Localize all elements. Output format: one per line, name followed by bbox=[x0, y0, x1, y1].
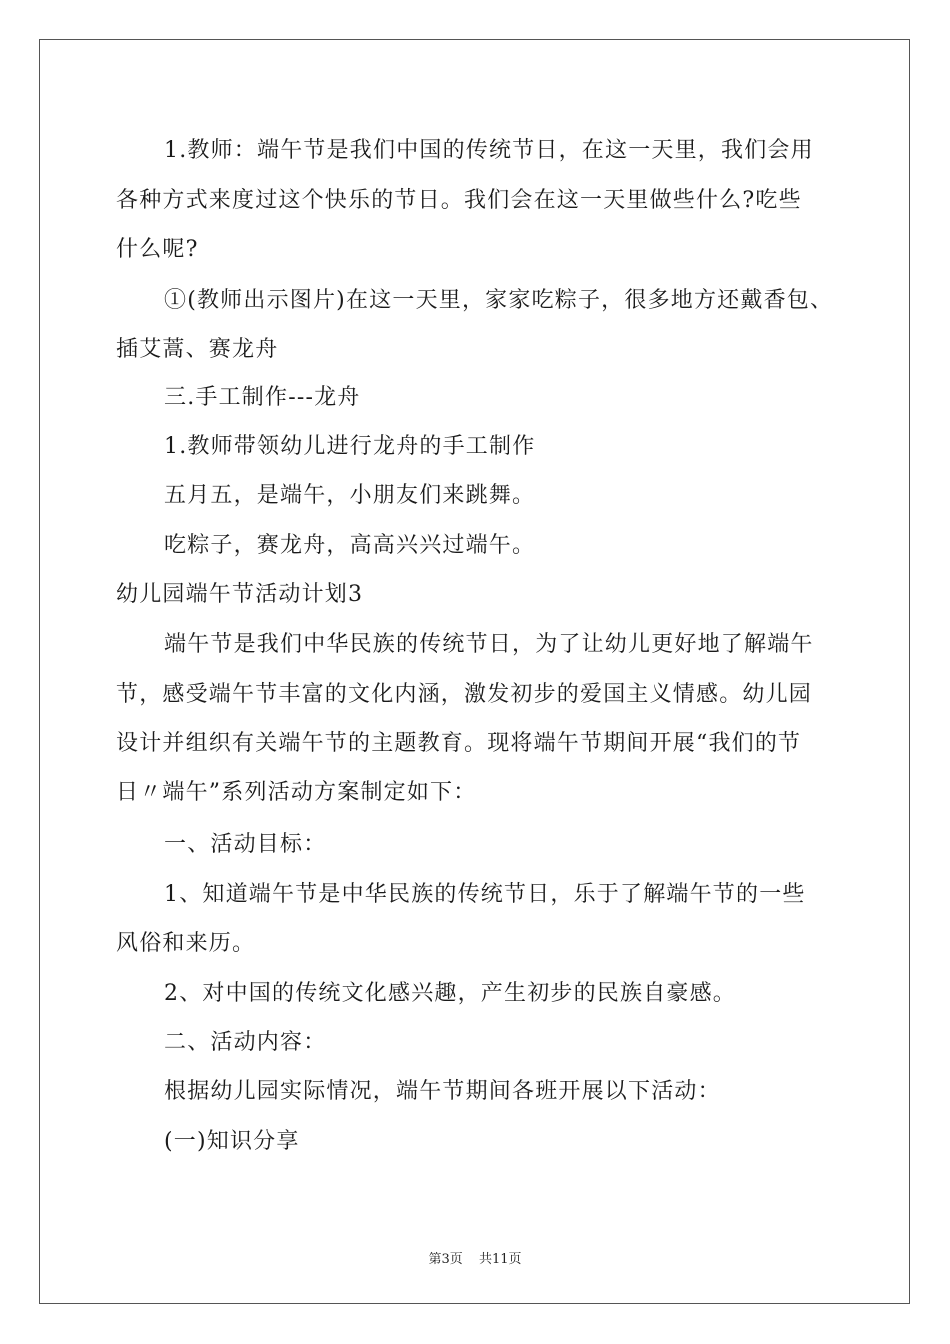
paragraph-line: 风俗和来历。 bbox=[116, 931, 256, 956]
paragraph-line: 插艾蒿、赛龙舟 bbox=[116, 337, 279, 362]
paragraph-line: 吃粽子，赛龙舟，高高兴兴过端午。 bbox=[164, 533, 536, 558]
paragraph-line: (一)知识分享 bbox=[164, 1129, 300, 1154]
paragraph-line: 日〃端午”系列活动方案制定如下： bbox=[116, 780, 477, 805]
section-heading: 二、活动内容： bbox=[164, 1030, 327, 1055]
page-border bbox=[39, 39, 910, 1304]
paragraph-line: ①(教师出示图片)在这一天里，家家吃粽子，很多地方还戴香包、 bbox=[164, 288, 834, 313]
page-number: 第3页 bbox=[428, 1252, 463, 1267]
paragraph-line: 根据幼儿园实际情况，端午节期间各班开展以下活动： bbox=[164, 1079, 721, 1104]
section-heading: 一、活动目标： bbox=[164, 832, 327, 857]
paragraph-line: 1、知道端午节是中华民族的传统节日，乐于了解端午节的一些 bbox=[164, 882, 806, 907]
paragraph-line: 1.教师带领幼儿进行龙舟的手工制作 bbox=[164, 434, 536, 459]
paragraph-line: 各种方式来度过这个快乐的节日。我们会在这一天里做些什么?吃些 bbox=[116, 188, 802, 213]
document-title: 幼儿园端午节活动计划3 bbox=[116, 582, 364, 607]
paragraph-line: 节，感受端午节丰富的文化内涵，激发初步的爱国主义情感。幼儿园 bbox=[116, 682, 813, 707]
paragraph-line: 五月五，是端午，小朋友们来跳舞。 bbox=[164, 483, 536, 508]
paragraph-line: 端午节是我们中华民族的传统节日，为了让幼儿更好地了解端午 bbox=[164, 632, 814, 657]
page-total: 共11页 bbox=[478, 1252, 522, 1267]
paragraph-line: 什么呢? bbox=[116, 237, 199, 262]
page-footer bbox=[0, 1248, 950, 1267]
paragraph-line: 1.教师：端午节是我们中国的传统节日，在这一天里，我们会用 bbox=[164, 138, 814, 163]
paragraph-line: 设计并组织有关端午节的主题教育。现将端午节期间开展“我们的节 bbox=[116, 731, 802, 756]
paragraph-line: 2、对中国的传统文化感兴趣，产生初步的民族自豪感。 bbox=[164, 981, 736, 1006]
section-heading: 三.手工制作---龙舟 bbox=[164, 385, 361, 410]
